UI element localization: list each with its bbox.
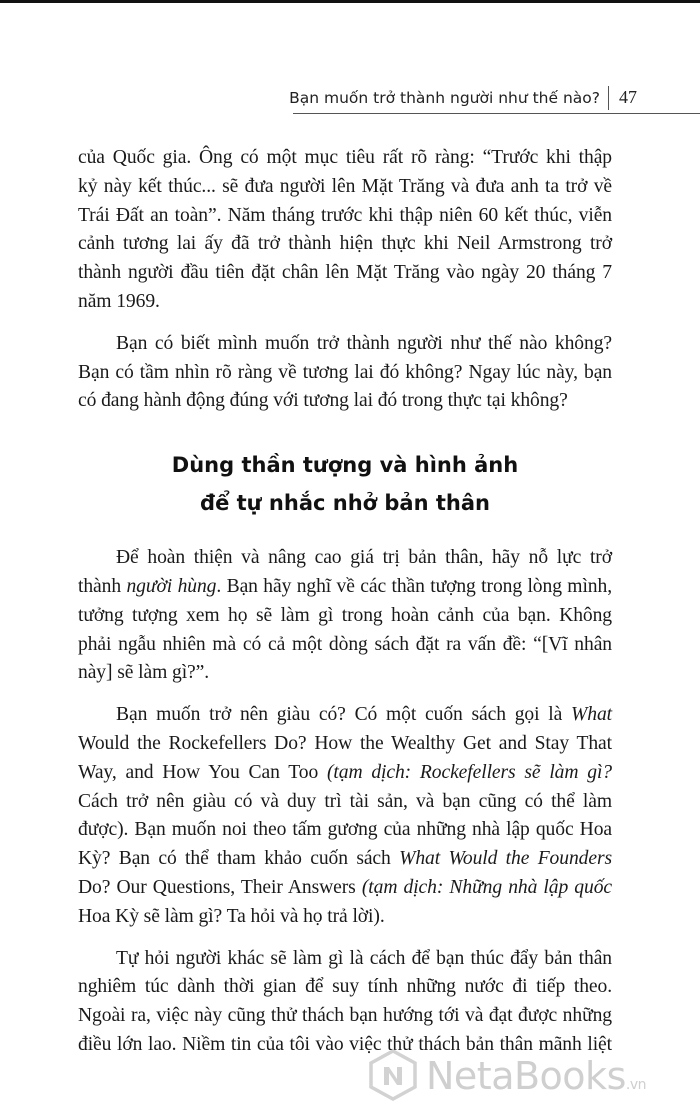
text-line: điều lớn lao. Niềm tin của tôi vào việc thử thách bản thân mãnh liệt xyxy=(78,1033,612,1055)
text-line: thành người đầu tiên đặt chân lên Mặt Trăng vào ngày 20 tháng 7 xyxy=(78,262,612,284)
section-heading-line-1: Dùng thần tượng và hình ảnh xyxy=(171,453,519,478)
paragraph xyxy=(78,330,612,416)
watermark xyxy=(366,1040,700,1110)
text-line: Bạn có tầm nhìn rõ ràng về tương lai đó không? Ngay lúc này, bạn xyxy=(78,361,612,383)
running-title: Bạn muốn trở thành người như thế nào? xyxy=(289,89,600,107)
header-rule xyxy=(293,113,700,114)
text-line: có đang hành động đúng với tương lai đó trong thực tại không? xyxy=(78,390,568,412)
text-line: Do? Our Questions, Their Answers (tạm dịch: Những nhà lập quốc xyxy=(78,876,612,898)
text-line: cảnh tương lai ấy đã trở thành hiện thực khi Neil Armstrong trở xyxy=(78,233,612,255)
section-paragraphs xyxy=(78,544,612,1060)
text-line: Hoa Kỳ sẽ làm gì? Ta hỏi và họ trả lời). xyxy=(78,905,385,927)
watermark-brand: NetaBooks.vn xyxy=(426,1054,646,1098)
section-heading-line-2: để tự nhắc nhở bản thân xyxy=(200,491,490,516)
header-divider xyxy=(608,86,609,110)
intro-paragraphs xyxy=(78,144,612,416)
text-line: Cách trở nên giàu có và duy trì tài sản, và bạn cũng có thể làm xyxy=(78,790,612,812)
running-header xyxy=(0,84,700,114)
text-line: thành người hùng. Bạn hãy nghĩ về các thần tượng trong lòng mình, xyxy=(78,575,612,597)
text-line: Trái Đất an toàn”. Năm tháng trước khi thập niên 60 kết thúc, viễn xyxy=(78,204,612,226)
paragraph xyxy=(78,544,612,688)
text-line: Tự hỏi người khác sẽ làm gì là cách để bạn thúc đẩy bản thân xyxy=(116,947,612,969)
text-line: tưởng tượng xem họ sẽ làm gì trong hoàn cảnh của bạn. Không xyxy=(78,604,612,626)
text-line: năm 1969. xyxy=(78,290,160,312)
text-line: Bạn có biết mình muốn trở thành người như thế nào không? xyxy=(116,332,612,354)
netabooks-logo-icon xyxy=(366,1048,420,1102)
paragraph xyxy=(78,701,612,931)
text-line: Bạn muốn trở nên giàu có? Có một cuốn sách gọi là What xyxy=(116,704,612,726)
paragraph xyxy=(78,144,612,317)
page-number: 47 xyxy=(619,87,637,107)
text-line: phải ngẫu nhiên mà có cả một dòng sách đặt ra vấn đề: “[Vĩ nhân xyxy=(78,633,612,655)
text-line: Would the Rockefellers Do? How the Wealthy Get and Stay That xyxy=(78,732,612,754)
text-line: này] sẽ làm gì?”. xyxy=(78,662,210,684)
section-heading xyxy=(78,446,612,522)
text-line: Kỳ? Bạn có thể tham khảo cuốn sách What Would the Founders xyxy=(78,848,612,870)
text-line: nghiêm túc dành thời gian để suy tính những nước đi tiếp theo. xyxy=(78,976,612,998)
text-line: của Quốc gia. Ông có một mục tiêu rất rõ ràng: “Trước khi thập xyxy=(78,147,612,168)
text-line: được). Bạn muốn noi theo tấm gương của những nhà lập quốc Hoa xyxy=(78,819,612,841)
body-text xyxy=(78,144,612,1073)
text-line: Để hoàn thiện và nâng cao giá trị bản thân, hãy nỗ lực trở xyxy=(116,547,612,569)
text-line: Ngoài ra, việc này cũng thử thách bạn hướng tới và đạt được những xyxy=(78,1005,612,1027)
text-line: kỷ này kết thúc... sẽ đưa người lên Mặt Trăng và đưa anh ta trở về xyxy=(78,175,612,197)
text-line: Way, and How You Can Too (tạm dịch: Rockefellers sẽ làm gì? xyxy=(78,761,612,783)
top-border xyxy=(0,0,700,3)
